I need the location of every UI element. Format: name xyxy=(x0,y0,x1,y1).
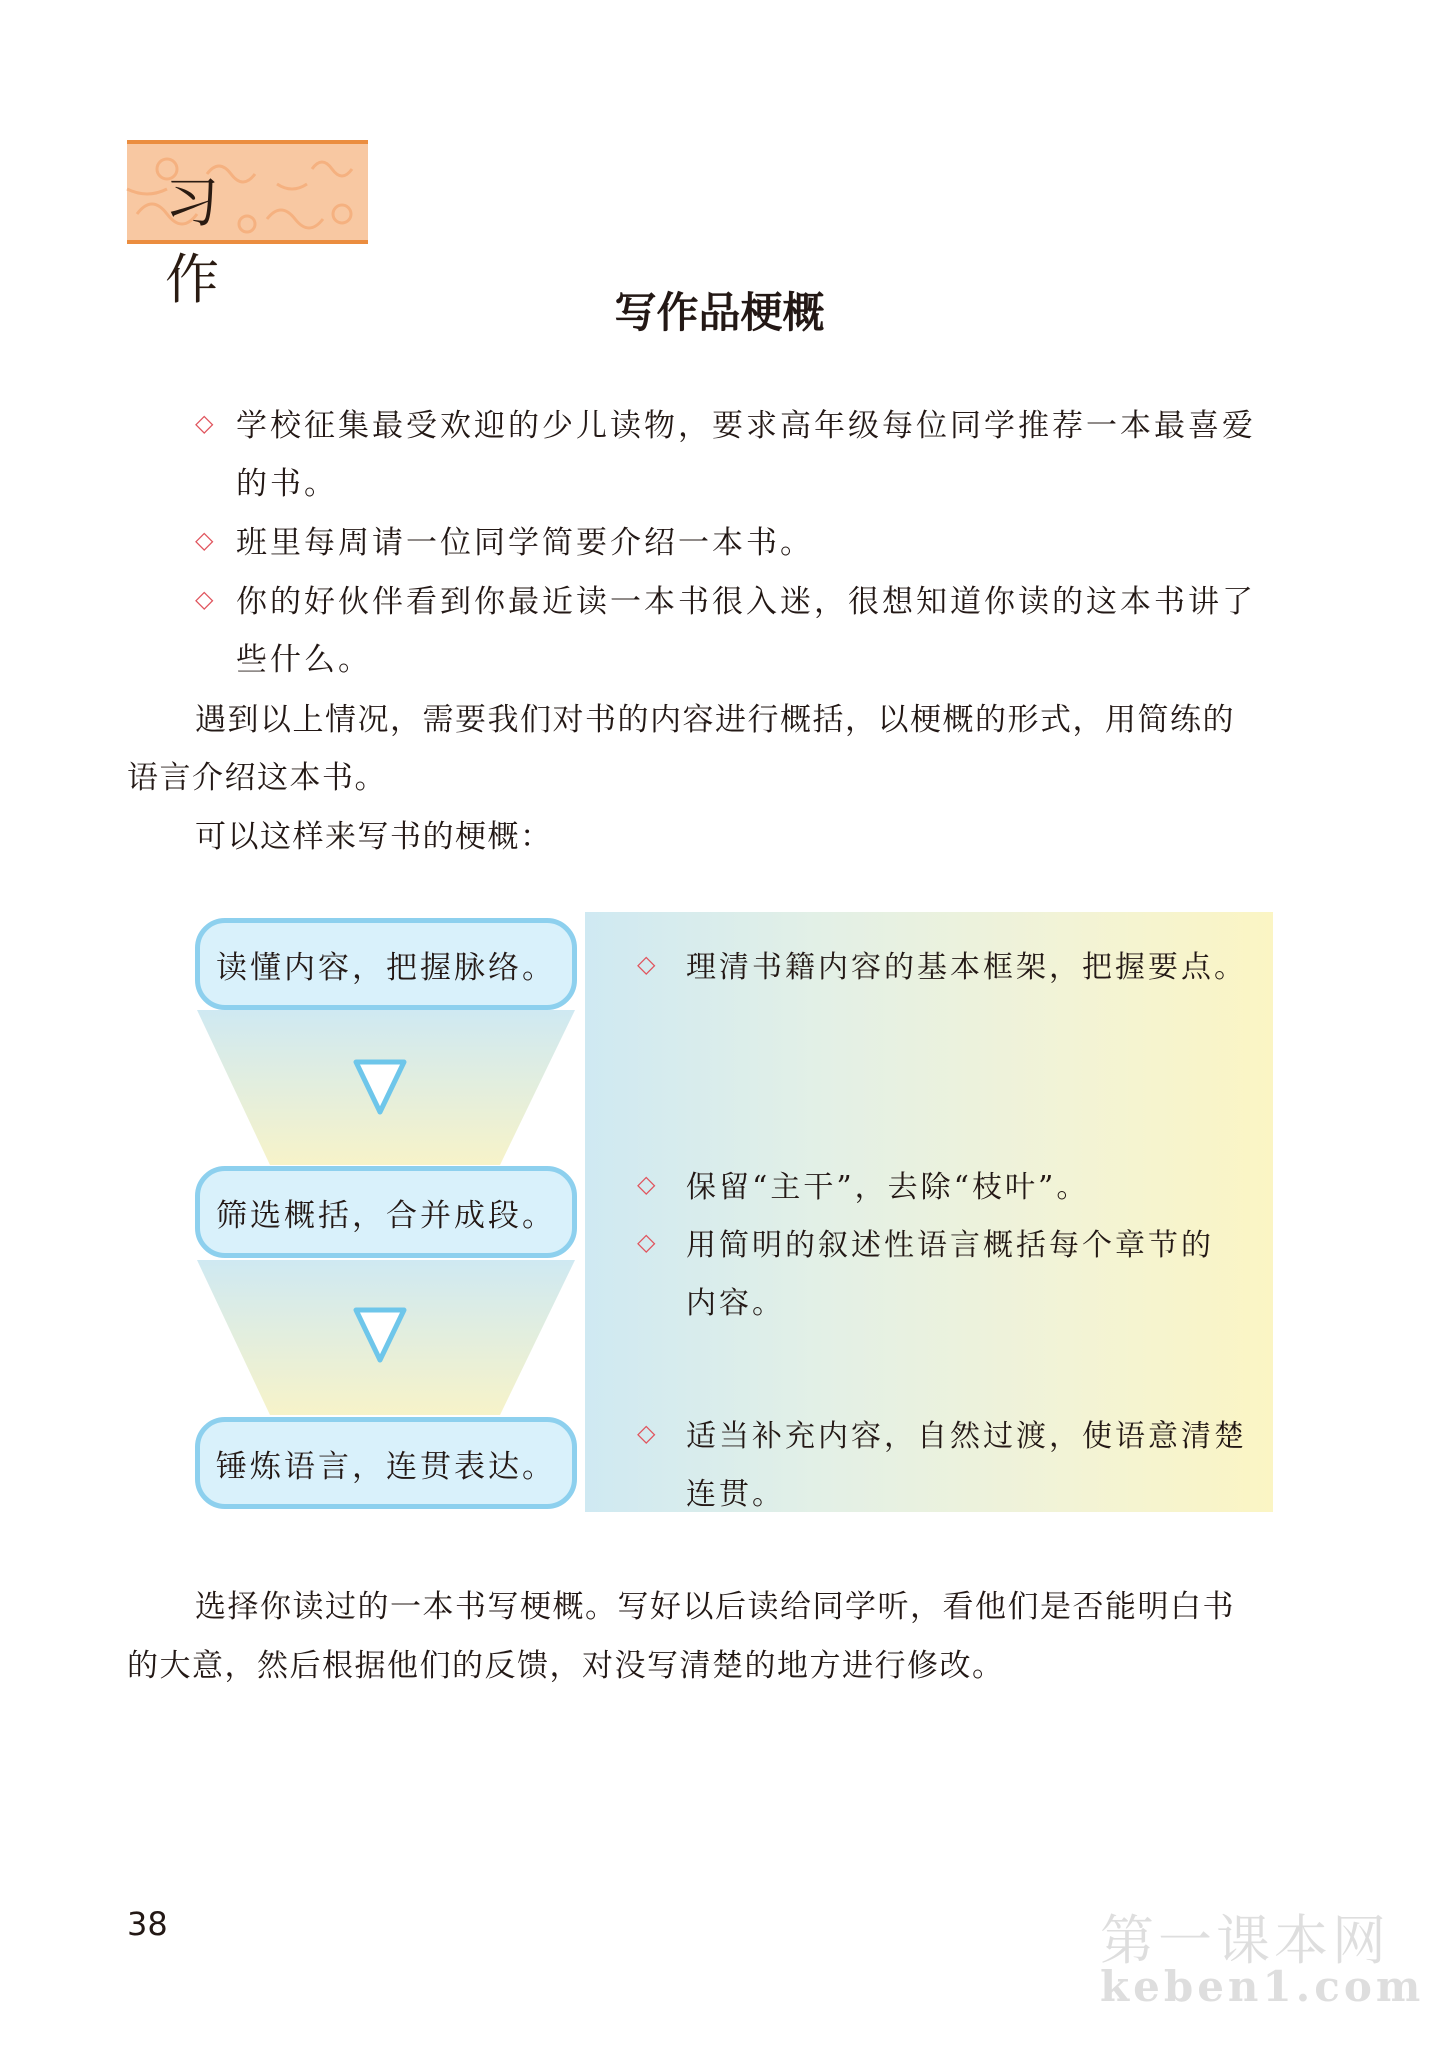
diamond-bullet-icon: ◇ xyxy=(195,409,214,437)
tip-text: 适当补充内容，自然过渡，使语意清楚 xyxy=(686,1419,1247,1454)
intro-paragraph-line: 可以这样来写书的梗概： xyxy=(195,819,553,855)
intro-paragraph-line: 遇到以上情况，需要我们对书的内容进行概括，以梗概的形式，用简练的 xyxy=(195,702,1235,738)
tip-text: 理清书籍内容的基本框架，把握要点。 xyxy=(686,950,1247,985)
page-number: 38 xyxy=(127,1905,168,1943)
bullet-text: 学校征集最受欢迎的少儿读物，要求高年级每位同学推荐一本最喜爱 xyxy=(236,408,1256,444)
bullet-text-continued: 的书。 xyxy=(236,466,338,502)
tip-text-continued: 连贯。 xyxy=(686,1477,785,1512)
step-box-2: 筛选概括，合并成段。 xyxy=(195,1166,577,1258)
tip-text: 保留“主干”，去除“枝叶”。 xyxy=(686,1170,1090,1205)
task-paragraph-line: 的大意，然后根据他们的反馈，对没写清楚的地方进行修改。 xyxy=(127,1648,1005,1684)
diamond-bullet-icon: ◇ xyxy=(195,526,214,554)
diamond-bullet-icon: ◇ xyxy=(637,1228,656,1256)
diamond-bullet-icon: ◇ xyxy=(637,1419,656,1447)
task-paragraph-line: 选择你读过的一本书写梗概。写好以后读给同学听，看他们是否能明白书 xyxy=(195,1589,1235,1625)
diamond-bullet-icon: ◇ xyxy=(637,1170,656,1198)
tip-text-continued: 内容。 xyxy=(686,1286,785,1321)
watermark-cn: 第一课本网 xyxy=(1100,1909,1390,1972)
watermark-en: keben1.com xyxy=(1100,1962,1425,2011)
diamond-bullet-icon: ◇ xyxy=(195,585,214,613)
bullet-text: 你的好伙伴看到你最近读一本书很入迷，很想知道你读的这本书讲了 xyxy=(236,584,1256,620)
down-arrow-icon xyxy=(352,1306,408,1366)
down-arrow-icon xyxy=(352,1058,408,1118)
tip-text: 用简明的叙述性语言概括每个章节的 xyxy=(686,1228,1214,1263)
bullet-text: 班里每周请一位同学简要介绍一本书。 xyxy=(236,525,814,561)
step-box-3: 锤炼语言，连贯表达。 xyxy=(195,1417,577,1509)
step-box-1: 读懂内容，把握脉络。 xyxy=(195,918,577,1010)
intro-paragraph-line: 语言介绍这本书。 xyxy=(127,760,387,796)
page-title: 写作品梗概 xyxy=(614,288,825,337)
diamond-bullet-icon: ◇ xyxy=(637,950,656,978)
bullet-text-continued: 些什么。 xyxy=(236,642,372,678)
section-title: 习 作 xyxy=(165,171,249,311)
